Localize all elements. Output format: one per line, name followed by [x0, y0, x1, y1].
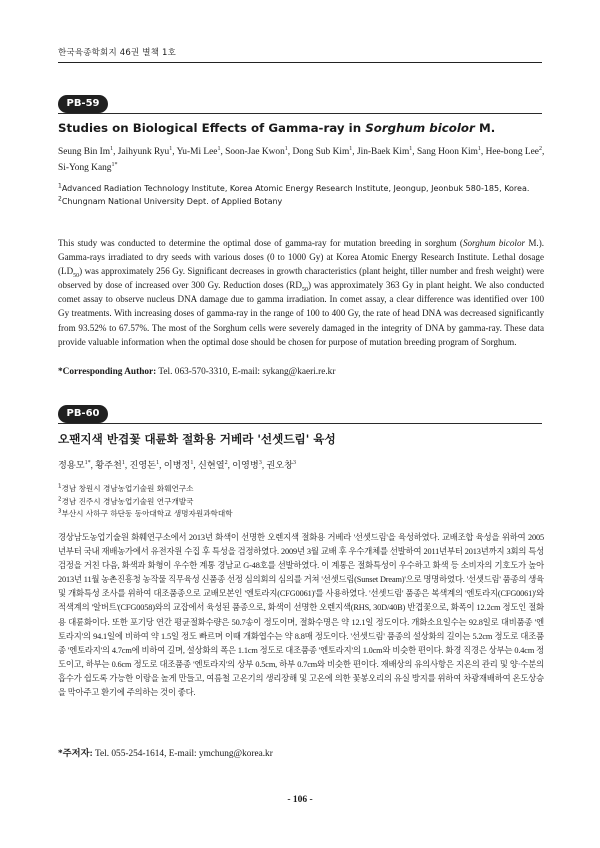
author-name: 진영돈 [129, 460, 157, 470]
author-name: Jin-Baek Kim [356, 147, 410, 157]
pb60-abstract: 경상남도농업기술원 화훼연구소에서 2013년 화색이 선명한 오렌지색 절화용 거베라 '선셋드림'을 육성하였다. 교배조합 육성을 위하여 2005년부터 국내 재배농가에서 유전자원 수집 후 특성을 검정하였다. 2009년 3월 교배 후 우수개체를 선발하여 2011년부터 2013년까지 3회의 특성검정을 거친 다음, 화색과 화형이 우수한 계통 경남교 G-48호를 선발하였다. 이 계통은 절화특성이 우수하고 화색 등 소비자의 기호도가 높아 2013년 11월 농촌진흥청 농작물 직무육성 신품종 선정 심의회의 심의를 거쳐 '선셋드림(Sunset Dream)'으로 명명하였다. '선셋드림' 품종의 생육 및 개화특성 조사를 위하여 대조품종으로 교배모본인 '엔토라지(CFG0061)'를 사용하였다. '선셋드림' 품종은 복색계의 '엔토라지(CFG0061)'와 적색계의 '알버트'(CFG0058)와의 교잡에서 육성된 품종으로, 화색이 선명한 오렌지색(RHS, 30D/40B) 반겹꽃으로, 화폭이 12.2cm 정도인 절화용 대륜화이다. 또한 포기당 연간 평균절화수량은 50.7송이 정도이며, 절화수명은 약 12.1일 정도이다. 개화소요일수는 92.8일로 대비품종 '엔토라지'의 94.1일에 비하여 약 1.5일 정도 빠르며 이때 개화엽수는 약 8.8매 정도이다. '선셋드림' 품종의 설상화의 길이는 5.2cm 정도로 대조품종 '엔토라지'의 4.7cm에 비하여 길며, 설상화의 폭은 1.1cm 정도로 대조품종 '엔토라지'의 1.0cm와 비슷한 편이다. 화경 직경은 상부는 0.4cm 정도이고, 하부는 0.6cm 정도로 대조품종 '엔토라지'의 상부 0.5cm, 하부 0.7cm와 비슷한 편이다. 재배상의 유의사항은 지온의 관리 및 양·수분의 흡수가 쉽도록 가능한 이랑을 높게 만들고, 여름철 고온기의 생리장해 및 고온에 의한 꽃봉오리의 유실 방지를 위하여 차광재배하여 온도상승을 막아주고 환기에 주의하는 것이 좋다. [58, 533, 544, 698]
author-name: Seung Bin Im [58, 147, 111, 157]
author-name: Si-Yong Kang [58, 163, 112, 173]
author-name: Jaihyunk Ryu [117, 147, 170, 157]
author-name: 신현열 [197, 460, 225, 470]
pb59-authors: Seung Bin Im$^1$, Jaihyunk Ryu$^1$, Yu-Mi Lee$^1$, Soon-Jae Kwon$^1$, Dong Sub Kim$^1$, Jin-Baek Kim$^1$, Sang Hoon Kim$^1$, Hee-bong Lee$^2$, Si-Yong Kang$^{1*}$ [58, 145, 545, 173]
author-name: 이병정 [163, 460, 191, 470]
corresponding-label: *주저자: [58, 749, 93, 759]
author-name: 정용모 [58, 460, 85, 470]
pb59-badge: PB-59 [58, 95, 108, 113]
author-name: Dong Sub Kim [292, 147, 350, 157]
corresponding-contact: Tel. 055-254-1614, E-mail: ymchung@korea.kr [92, 749, 273, 759]
pb59-affiliations [58, 183, 546, 208]
affiliation-1: $^1$경남 창원시 경남농업기술원 화훼연구소 [58, 483, 194, 493]
author-name: Soon-Jae Kwon [225, 147, 285, 157]
pb60-authors: 정용모$^{1*}$, 황주천$^1$, 진영돈$^1$, 이병정$^1$, 신현열$^2$, 이영병$^3$, 권오창$^3$ [58, 459, 297, 470]
pb59-abstract: This study was conducted to determine the optimal dose of gamma-ray for mutation breeding in sorghum (Sorghum bicolor M.). Gamma-rays irradiated to dry seeds with various doses (0 to 1000 Gy) at Korea Atomic Energy Research Institute. Lethal dosage $(LD_{50})$ was approximately 256 Gy. Significant decreases in growth characteristics (plant height, tiller number and fresh weight) were observed by dose of increased over 300 Gy. Reduction doses $(RD_{50})$ was approximately 363 Gy in plant height. We also conducted comet assay to observe nucleus DNA damage due to gamma irradiation. In comet assay, a clear difference was identified over 100 Gy treatments. With increasing doses of gamma-ray in the range of 100 to 400 Gy, the rate of head DNA was decreased significantly from 93.52% to 67.57%. The most of the Sorghum cells were severely damaged in the integrity of DNA by gamma-ray. These data provide valuable information when the optimal dose should be chosen for purpose of mutation breeding program of Sorghum. [58, 238, 545, 347]
affiliation-2: $^2$경남 진주시 경남농업기술원 연구개발국 [58, 495, 194, 506]
corresponding-contact: Tel. 063-570-3310, E-mail: sykang@kaeri.re.kr [156, 367, 336, 377]
author-name: 권오창 [266, 460, 294, 470]
author-name: Yu-Mi Lee [176, 147, 218, 157]
pb60-affiliations [58, 483, 546, 521]
author-name: 이영병 [232, 460, 259, 470]
author-name: Sang Hoon Kim [416, 147, 478, 157]
pb59-corresponding [58, 367, 335, 377]
page-number: - 106 - [287, 795, 313, 805]
pb60-rule [58, 423, 542, 424]
header-rule [58, 62, 542, 63]
affiliation-3: $^3$부산시 사하구 하단동 동아대학교 생명자원과학대학 [58, 508, 233, 518]
journal-header: 한국육종학회지 46권 별책 1호 [58, 48, 177, 58]
pb59-title-species: Sorghum bicolor [365, 121, 475, 135]
affiliation-2: $^2$Chungnam National University Dept. of Applied Botany [58, 194, 283, 206]
corresponding-label: *Corresponding Author: [58, 367, 157, 377]
pb59-title: Studies on Biological Effects of Gamma-ray in Sorghum bicolor M. [58, 121, 496, 135]
affiliation-1: $^1$Advanced Radiation Technology Institute, Korea Atomic Energy Research Institute, Jeongup, Jeonbuk 580-185, Korea. [58, 182, 530, 193]
pb60-title: 오팬지색 반겹꽃 대륜화 절화용 거베라 '선셋드림' 육성 [58, 432, 336, 446]
pb60-corresponding [58, 745, 273, 759]
pb60-badge: PB-60 [58, 405, 108, 423]
author-name: 황주천 [95, 460, 122, 470]
author-name: Hee-bong Lee [485, 147, 539, 157]
pb59-rule [58, 113, 542, 114]
